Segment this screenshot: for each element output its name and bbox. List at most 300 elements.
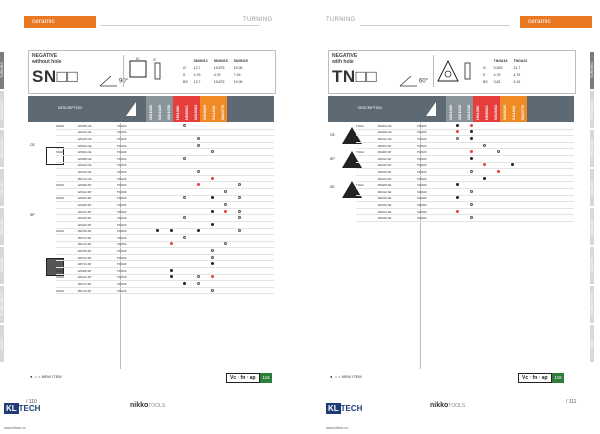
grade-cell — [247, 254, 261, 261]
table-row — [356, 182, 574, 189]
clearance-angle-label: 60° — [399, 75, 428, 87]
grade-cell — [164, 215, 178, 222]
grade-cell — [192, 136, 206, 143]
grade-cell — [233, 136, 247, 143]
grade-cell — [192, 281, 206, 288]
row-series — [56, 248, 77, 255]
grade-cell — [150, 254, 164, 261]
row-code: 150712-SP — [77, 281, 117, 288]
grade-cell — [560, 169, 574, 176]
side-tab[interactable]: DRILLING — [0, 208, 4, 245]
row-series — [56, 162, 77, 169]
row-code: 190708-SP — [77, 248, 117, 255]
new-item-dot — [197, 183, 200, 186]
section-tab-ceramic[interactable]: ceramic — [520, 16, 592, 28]
table-row — [56, 175, 274, 182]
row-ref: T02020 — [117, 281, 151, 288]
grade-cell — [464, 155, 478, 162]
availability-dot-open — [211, 256, 214, 259]
side-tab[interactable]: THREADING — [590, 91, 594, 128]
row-ref: T01020 — [117, 142, 151, 149]
grade-cell — [233, 175, 247, 182]
dim-cell: S — [183, 72, 186, 77]
grade-column-header: WA1030 — [164, 96, 173, 122]
table-row — [56, 136, 274, 143]
grade-cell — [560, 188, 574, 195]
availability-dot — [483, 177, 486, 180]
grade-cell — [247, 142, 261, 149]
grade-column-header: HS1050 — [473, 96, 482, 122]
insert-code: SN□□ — [32, 67, 79, 86]
grade-cell — [450, 175, 464, 182]
grade-cell — [533, 169, 547, 176]
grade-cell — [219, 208, 233, 215]
availability-dot-open — [470, 170, 473, 173]
dim-cell: 15,875 — [213, 79, 225, 84]
dim-cell: IC — [483, 65, 487, 70]
angle-icon — [399, 75, 419, 87]
grade-cell — [450, 129, 464, 136]
grade-cell — [192, 248, 206, 255]
grade-cell — [505, 129, 519, 136]
side-tab[interactable]: TOOLING — [590, 247, 594, 284]
availability-dot-open — [224, 242, 227, 245]
availability-dot-open — [197, 275, 200, 278]
row-code: 120416-CE — [77, 136, 117, 143]
clearance-angle-label: 90° — [99, 75, 128, 87]
grade-cell — [247, 202, 261, 209]
grade-column-header: SA1010 — [509, 96, 518, 122]
row-ref: S01020 — [417, 195, 451, 202]
row-series — [56, 188, 77, 195]
row-series: SNGN — [56, 182, 77, 189]
grade-cell — [533, 175, 547, 182]
side-tab[interactable]: GROOVING — [0, 130, 4, 167]
grade-cell — [205, 235, 219, 242]
grade-cell — [560, 136, 574, 143]
row-ref: S01020 — [417, 215, 451, 222]
grade-cell — [247, 136, 261, 143]
availability-dot-open — [211, 249, 214, 252]
grade-cell — [464, 208, 478, 215]
row-series — [356, 188, 377, 195]
new-item-dot — [470, 150, 473, 153]
side-tab[interactable]: GROOVING — [590, 130, 594, 167]
dim-cell: 4,76 — [513, 72, 521, 77]
availability-dot-open — [238, 229, 241, 232]
availability-dot — [170, 275, 173, 278]
grade-cell — [233, 215, 247, 222]
grade-cell — [478, 155, 492, 162]
grade-cell — [533, 162, 547, 169]
row-series — [56, 136, 77, 143]
grade-cell — [192, 287, 206, 294]
grade-header — [28, 96, 274, 122]
table-row — [356, 142, 574, 149]
side-tab[interactable]: SPARE PARTS — [590, 286, 594, 323]
grade-cell — [150, 182, 164, 189]
row-code: 160416-SP — [377, 162, 417, 169]
grade-columns — [446, 96, 527, 122]
row-ref: T02020 — [117, 188, 151, 195]
grade-cell — [192, 261, 206, 268]
grade-cell — [164, 287, 178, 294]
grade-cell — [164, 202, 178, 209]
grade-cell — [533, 129, 547, 136]
page-number: / 111 — [566, 399, 577, 405]
grade-cell — [233, 268, 247, 275]
new-item-dot — [211, 177, 214, 180]
page-reference-badge[interactable]: 116 — [552, 373, 564, 383]
grade-cell — [192, 235, 206, 242]
grade-cell — [205, 175, 219, 182]
grade-cell — [219, 182, 233, 189]
grade-cell — [150, 195, 164, 202]
grade-cell — [247, 195, 261, 202]
grade-header — [328, 96, 574, 122]
left-page — [0, 0, 300, 430]
row-series — [56, 221, 77, 228]
row-code: 120404-CE — [77, 149, 117, 156]
grade-cell — [547, 215, 561, 222]
grade-cell — [192, 142, 206, 149]
grade-cell — [478, 195, 492, 202]
table-row — [356, 129, 574, 136]
right-page — [300, 0, 600, 430]
cutting-data-link[interactable]: Vc · fn · ap — [226, 373, 260, 383]
side-view-icon — [463, 55, 473, 87]
grade-cell — [260, 195, 274, 202]
row-ref: T02020 — [117, 195, 151, 202]
grade-cell — [150, 268, 164, 275]
grade-cell — [233, 248, 247, 255]
row-series — [56, 202, 77, 209]
row-ref: S02020 — [417, 202, 451, 209]
availability-dot-open — [183, 157, 186, 160]
row-code: 120412-CE — [77, 162, 117, 169]
grade-cell — [560, 195, 574, 202]
side-tab[interactable]: INDEX — [0, 325, 4, 362]
row-ref: T02020 — [117, 208, 151, 215]
description-heading: DESCRIPTION — [58, 106, 82, 110]
insert-header-box — [328, 50, 576, 94]
row-code: 120408-SP — [77, 268, 117, 275]
grade-cell — [178, 188, 192, 195]
dim-cell: 3,81 — [493, 79, 501, 84]
grade-column-header: WA1030 — [464, 96, 473, 122]
insert-header-box — [28, 50, 276, 94]
dim-corner-cell — [481, 58, 490, 63]
grade-cell — [219, 202, 233, 209]
grade-cell — [205, 162, 219, 169]
grade-cell — [492, 182, 506, 189]
dim-cell: BS — [483, 79, 488, 84]
grade-cell — [233, 235, 247, 242]
grade-cell — [164, 261, 178, 268]
row-code: 150716-SP — [77, 241, 117, 248]
row-code: 150708-SP — [77, 228, 117, 235]
grade-cell — [547, 195, 561, 202]
row-series — [56, 281, 77, 288]
grade-cell — [492, 175, 506, 182]
grade-cell — [192, 169, 206, 176]
table-row — [56, 235, 274, 242]
side-tab[interactable]: TOOLING — [0, 247, 4, 284]
grade-cell — [205, 188, 219, 195]
dim-head: TNGA16 — [493, 58, 508, 63]
grade-column-header: HS5003 — [182, 96, 191, 122]
cutting-data-link[interactable]: Vc · fn · ap — [518, 373, 552, 383]
row-ref: T02020 — [417, 162, 451, 169]
row-code: 120412-CE — [77, 129, 117, 136]
grade-cell — [547, 136, 561, 143]
grade-cell — [178, 268, 192, 275]
header-rule — [100, 25, 260, 26]
grade-cell — [150, 169, 164, 176]
availability-dot — [470, 130, 473, 133]
grade-cell — [192, 162, 206, 169]
grade-cell — [205, 208, 219, 215]
grade-column-header: WA5020 — [200, 96, 209, 122]
page-header-band — [300, 16, 600, 28]
grade-cell — [233, 241, 247, 248]
grade-cell — [150, 228, 164, 235]
side-view-icon — [153, 55, 163, 87]
left-product-table — [56, 123, 274, 294]
row-series: SNGN — [56, 228, 77, 235]
grade-cell — [450, 195, 464, 202]
table-row — [356, 202, 574, 209]
availability-dot — [211, 196, 214, 199]
page-reference-badge[interactable]: 116 — [260, 373, 272, 383]
row-ref: T02020 — [117, 248, 151, 255]
grade-cell — [560, 215, 574, 222]
table-row — [56, 261, 274, 268]
grade-cell — [219, 215, 233, 222]
grade-cell — [519, 136, 533, 143]
availability-dot — [170, 229, 173, 232]
grade-cell — [464, 129, 478, 136]
dim-cell: 4,76 — [493, 72, 501, 77]
grade-cell — [464, 182, 478, 189]
row-ref: T01020 — [117, 169, 151, 176]
row-ref: S02020 — [417, 208, 451, 215]
table-row — [356, 169, 574, 176]
row-ref: T02020 — [117, 202, 151, 209]
dim-cell: BS — [183, 79, 188, 84]
grade-column-header: WA0770 — [218, 96, 227, 122]
table-row — [56, 281, 274, 288]
grade-cell — [533, 208, 547, 215]
grade-cell — [247, 248, 261, 255]
availability-dot-open — [224, 203, 227, 206]
grade-cell — [164, 136, 178, 143]
grade-cell — [450, 169, 464, 176]
grade-cell — [219, 142, 233, 149]
grade-cell — [260, 261, 274, 268]
grade-cell — [478, 129, 492, 136]
grade-cell — [164, 175, 178, 182]
grade-cell — [478, 136, 492, 143]
grade-cell — [233, 142, 247, 149]
side-tab[interactable]: MILLING — [0, 169, 4, 206]
grade-cell — [519, 215, 533, 222]
grade-cell — [164, 221, 178, 228]
grade-cell — [505, 208, 519, 215]
grade-cell — [178, 287, 192, 294]
row-series: TNGA — [356, 182, 377, 189]
grade-cell — [260, 208, 274, 215]
grade-column-header: HS1050 — [173, 96, 182, 122]
grade-cell — [219, 195, 233, 202]
availability-dot — [183, 282, 186, 285]
row-series: SNGN — [56, 268, 77, 275]
row-ref: T02020 — [417, 155, 451, 162]
grade-cell — [233, 281, 247, 288]
availability-dot — [170, 269, 173, 272]
table-row — [56, 195, 274, 202]
grade-cell — [533, 136, 547, 143]
page-header-band — [0, 16, 300, 28]
row-code: 190712-SP — [77, 254, 117, 261]
side-tab[interactable]: TURNING — [0, 52, 4, 89]
row-ref: T01020 — [117, 155, 151, 162]
grade-cell — [150, 287, 164, 294]
grade-cell — [505, 202, 519, 209]
side-tab[interactable]: TURNING — [590, 52, 594, 89]
dim-cell: 12,7 — [513, 65, 521, 70]
dim-cell: 19,05 — [233, 65, 243, 70]
grade-cell — [450, 162, 464, 169]
grade-cell — [247, 208, 261, 215]
grade-cell — [192, 254, 206, 261]
grade-cell — [192, 274, 206, 281]
svg-text:S: S — [153, 57, 156, 62]
new-item-dot — [456, 130, 459, 133]
grade-cell — [547, 182, 561, 189]
grade-cell — [178, 248, 192, 255]
table-row — [56, 202, 274, 209]
square-insert-icon — [124, 55, 152, 87]
availability-dot-open — [238, 216, 241, 219]
row-ref: T01020 — [117, 162, 151, 169]
row-series — [356, 155, 377, 162]
grade-cell — [560, 182, 574, 189]
availability-dot-open — [197, 170, 200, 173]
grade-cell — [464, 142, 478, 149]
side-tab[interactable]: INDEX — [590, 325, 594, 362]
grade-cell — [547, 208, 561, 215]
row-series — [356, 142, 377, 149]
grade-cell — [519, 195, 533, 202]
row-code: 150716-SP — [77, 287, 117, 294]
row-ref: T01020 — [117, 136, 151, 143]
grade-cell — [560, 162, 574, 169]
grade-cell — [164, 248, 178, 255]
side-tab[interactable]: THREADING — [0, 91, 4, 128]
grade-cell — [150, 235, 164, 242]
section-tab-ceramic[interactable]: ceramic — [24, 16, 96, 28]
availability-dot-open — [483, 144, 486, 147]
row-ref: T02020 — [417, 169, 451, 176]
grade-cell — [219, 248, 233, 255]
grade-cell — [247, 235, 261, 242]
table-row — [56, 254, 274, 261]
row-series — [56, 208, 77, 215]
new-item-dot — [483, 163, 486, 166]
insert-icon — [124, 98, 136, 120]
new-item-dot — [224, 210, 227, 213]
grade-cell — [192, 188, 206, 195]
grade-cell — [164, 149, 178, 156]
grade-cell — [205, 274, 219, 281]
grade-cell — [492, 155, 506, 162]
grade-cell — [547, 175, 561, 182]
grade-cell — [164, 274, 178, 281]
row-ref: T01020 — [417, 136, 451, 143]
grade-cell — [192, 268, 206, 275]
grade-cell — [464, 188, 478, 195]
grade-cell — [178, 261, 192, 268]
grade-cell — [219, 149, 233, 156]
group-label-sp: SP — [30, 213, 35, 217]
grade-cell — [547, 162, 561, 169]
availability-dot-open — [183, 196, 186, 199]
row-series — [356, 208, 377, 215]
grade-cell — [519, 169, 533, 176]
grade-cell — [150, 136, 164, 143]
group-label-se: SE — [330, 185, 335, 189]
side-tab[interactable]: MILLING — [590, 169, 594, 206]
grade-cell — [464, 169, 478, 176]
grade-cell — [260, 248, 274, 255]
row-series: TNGA — [356, 149, 377, 156]
grade-cell — [233, 287, 247, 294]
dim-head: SNGN15 — [213, 58, 228, 63]
grade-columns — [146, 96, 227, 122]
grade-cell — [260, 175, 274, 182]
row-ref: T01020 — [117, 175, 151, 182]
grade-column-header: WA1000 — [446, 96, 455, 122]
side-tab[interactable]: DRILLING — [590, 208, 594, 245]
grade-column-header: WA1020 — [155, 96, 164, 122]
row-series: SNGN — [56, 287, 77, 294]
kltech-logo: KL TECH www.kltech.cz — [326, 404, 363, 430]
grade-cell — [560, 149, 574, 156]
grade-cell — [260, 169, 274, 176]
row-code: 150712-SP — [77, 235, 117, 242]
table-row — [56, 169, 274, 176]
grade-cell — [260, 215, 274, 222]
grade-cell — [205, 136, 219, 143]
grade-cell — [233, 162, 247, 169]
grade-cell — [450, 149, 464, 156]
grade-cell — [492, 136, 506, 143]
grade-cell — [164, 268, 178, 275]
grade-cell — [464, 215, 478, 222]
row-code: 160424-SP — [377, 175, 417, 182]
side-tab[interactable]: SPARE PARTS — [0, 286, 4, 323]
grade-cell — [233, 228, 247, 235]
grade-cell — [178, 175, 192, 182]
row-code: 120404-SP — [77, 195, 117, 202]
grade-cell — [192, 129, 206, 136]
dimension-table — [479, 56, 531, 86]
table-row — [356, 175, 574, 182]
grade-cell — [178, 195, 192, 202]
grade-cell — [219, 155, 233, 162]
grade-cell — [478, 188, 492, 195]
